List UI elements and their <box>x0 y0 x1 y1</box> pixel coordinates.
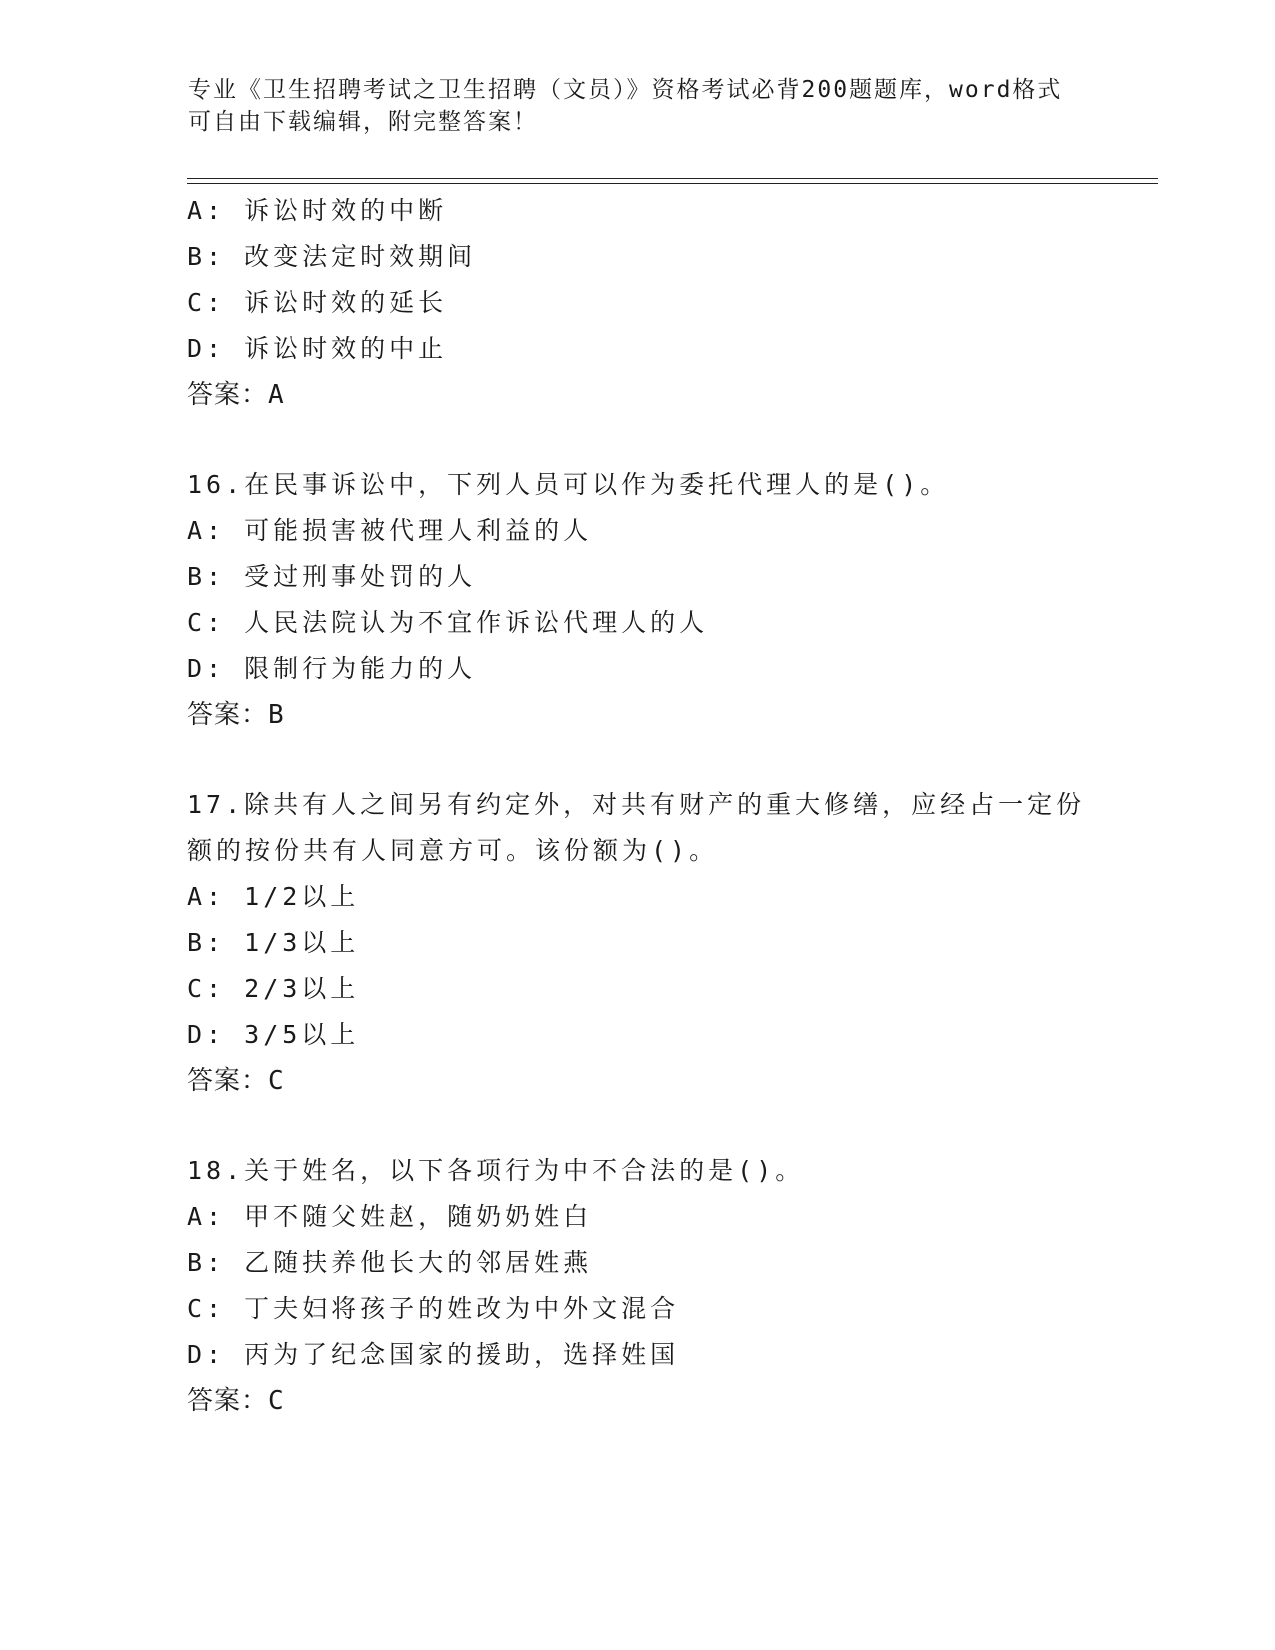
answer-line <box>187 372 1107 418</box>
question-18 <box>187 1148 1107 1424</box>
option-d: D: 限制行为能力的人 <box>187 654 477 683</box>
option-c: C: 丁夫妇将孩子的姓改为中外文混合 <box>187 1294 680 1323</box>
header-divider-top <box>187 178 1158 179</box>
answer-label: 答案： <box>187 1386 269 1416</box>
document-header <box>188 74 1088 138</box>
answer-value: C <box>268 1066 285 1096</box>
option-a: A: 甲不随父姓赵，随奶奶姓白 <box>187 1202 593 1231</box>
option-a: A: 1/2以上 <box>187 882 360 911</box>
question-15-continuation <box>187 188 1107 418</box>
option-b: B: 1/3以上 <box>187 928 360 957</box>
answer-line <box>187 692 1107 738</box>
option-d: D: 3/5以上 <box>187 1020 360 1049</box>
option-b: B: 乙随扶养他长大的邻居姓燕 <box>187 1248 593 1277</box>
option-d: D: 丙为了纪念国家的援助，选择姓国 <box>187 1340 680 1369</box>
answer-line <box>187 1378 1107 1424</box>
question-stem: 18.关于姓名，以下各项行为中不合法的是()。 <box>187 1156 805 1185</box>
answer-label: 答案： <box>187 700 269 730</box>
option-b: B: 受过刑事处罚的人 <box>187 562 477 591</box>
question-stem-line-2: 额的按份共有人同意方可。该份额为()。 <box>187 836 719 865</box>
option-d: D: 诉讼时效的中止 <box>187 334 448 363</box>
header-divider-bottom <box>187 183 1158 184</box>
question-stem-line-1: 17.除共有人之间另有约定外，对共有财产的重大修缮，应经占一定份 <box>187 790 1086 819</box>
question-list <box>187 188 1107 1424</box>
question-stem: 16.在民事诉讼中，下列人员可以作为委托代理人的是()。 <box>187 470 950 499</box>
answer-label: 答案： <box>187 380 269 410</box>
option-b: B: 改变法定时效期间 <box>187 242 477 271</box>
header-line-1: 专业《卫生招聘考试之卫生招聘（文员）》资格考试必背200题题库，word格式 <box>188 77 1063 103</box>
answer-label: 答案： <box>187 1066 269 1096</box>
answer-value: A <box>268 380 285 410</box>
header-line-2: 可自由下载编辑，附完整答案！ <box>188 109 538 135</box>
question-17 <box>187 782 1107 1104</box>
answer-line <box>187 1058 1107 1104</box>
option-c: C: 诉讼时效的延长 <box>187 288 448 317</box>
option-a: A: 诉讼时效的中断 <box>187 196 448 225</box>
question-16 <box>187 462 1107 738</box>
option-a: A: 可能损害被代理人利益的人 <box>187 516 593 545</box>
option-c: C: 2/3以上 <box>187 974 360 1003</box>
option-c: C: 人民法院认为不宜作诉讼代理人的人 <box>187 608 709 637</box>
answer-value: B <box>268 700 285 730</box>
answer-value: C <box>268 1386 285 1416</box>
